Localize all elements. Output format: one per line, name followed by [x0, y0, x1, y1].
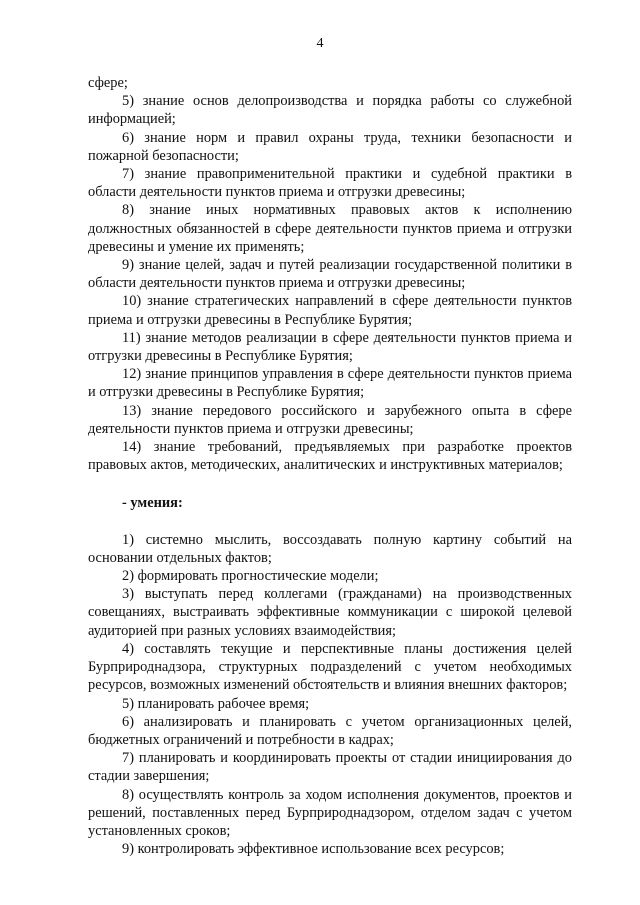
list-item: 5) планировать рабочее время;: [122, 695, 310, 712]
list-item: 5) знание основ делопроизводства и порядка работы со служебной информацией;: [88, 93, 572, 128]
list-item: 7) планировать и координировать проекты от стадии инициирования до стадии завершения;: [88, 750, 572, 785]
list-item: 7) знание правоприменительной практики и судебной практики в области деятельности пунктов приема и отгрузки древесины;: [88, 166, 572, 201]
list-item: 14) знание требований, предъявляемых при разработке проектов правовых актов, методических, аналитических и инструктивных материалов;: [88, 439, 572, 474]
list-item: 10) знание стратегических направлений в сфере деятельности пунктов приема и отгрузки древесины в Республике Бурятия;: [88, 293, 572, 328]
page-number: 4: [316, 36, 324, 51]
list-item: 12) знание принципов управления в сфере деятельности пунктов приема и отгрузки древесины в Республике Бурятия;: [88, 366, 572, 401]
list-item: 8) осуществлять контроль за ходом исполнения документов, проектов и решений, поставленных перед Бурприроднадзором, отделом задач с учетом установленных сроков;: [88, 786, 572, 839]
list-item: сфере;: [88, 75, 128, 91]
list-item: 2) формировать прогностические модели;: [122, 568, 379, 585]
document-body: [88, 74, 572, 858]
list-item: 9) контролировать эффективное использование всех ресурсов;: [122, 841, 505, 858]
skills-heading: - умения:: [122, 495, 183, 512]
list-item: 3) выступать перед коллегами (гражданами) на производственных совещаниях, выстраивать эффективные коммуникации с широкой целевой аудиторией при разных условиях взаимодействия;: [88, 586, 572, 639]
list-item: 4) составлять текущие и перспективные планы достижения целей Бурприроднадзора, структурных подразделений с учетом необходимых ресурсов, возможных изменений обстоятельств и влияния внешних факторов;: [88, 640, 572, 694]
knowledge-list: [88, 74, 572, 474]
list-item: 6) анализировать и планировать с учетом организационных целей, бюджетных ограничений и потребности в кадрах;: [88, 713, 572, 748]
list-item: 9) знание целей, задач и путей реализации государственной политики в области деятельности пунктов приема и отгрузки древесины;: [88, 257, 572, 292]
list-item: 1) системно мыслить, воссоздавать полную картину событий на основании отдельных фактов;: [88, 531, 572, 566]
list-item: 11) знание методов реализации в сфере деятельности пунктов приема и отгрузки древесины в Республике Бурятия;: [88, 329, 572, 365]
list-item: 13) знание передового российского и зарубежного опыта в сфере деятельности пунктов приема и отгрузки древесины;: [88, 402, 572, 437]
list-item: 8) знание иных нормативных правовых актов к исполнению должностных обязанностей в сфере деятельности пунктов приема и отгрузки древесины и умение их применять;: [88, 202, 572, 255]
list-item: 6) знание норм и правил охраны труда, техники безопасности и пожарной безопасности;: [88, 129, 572, 164]
skills-list: [88, 531, 572, 859]
